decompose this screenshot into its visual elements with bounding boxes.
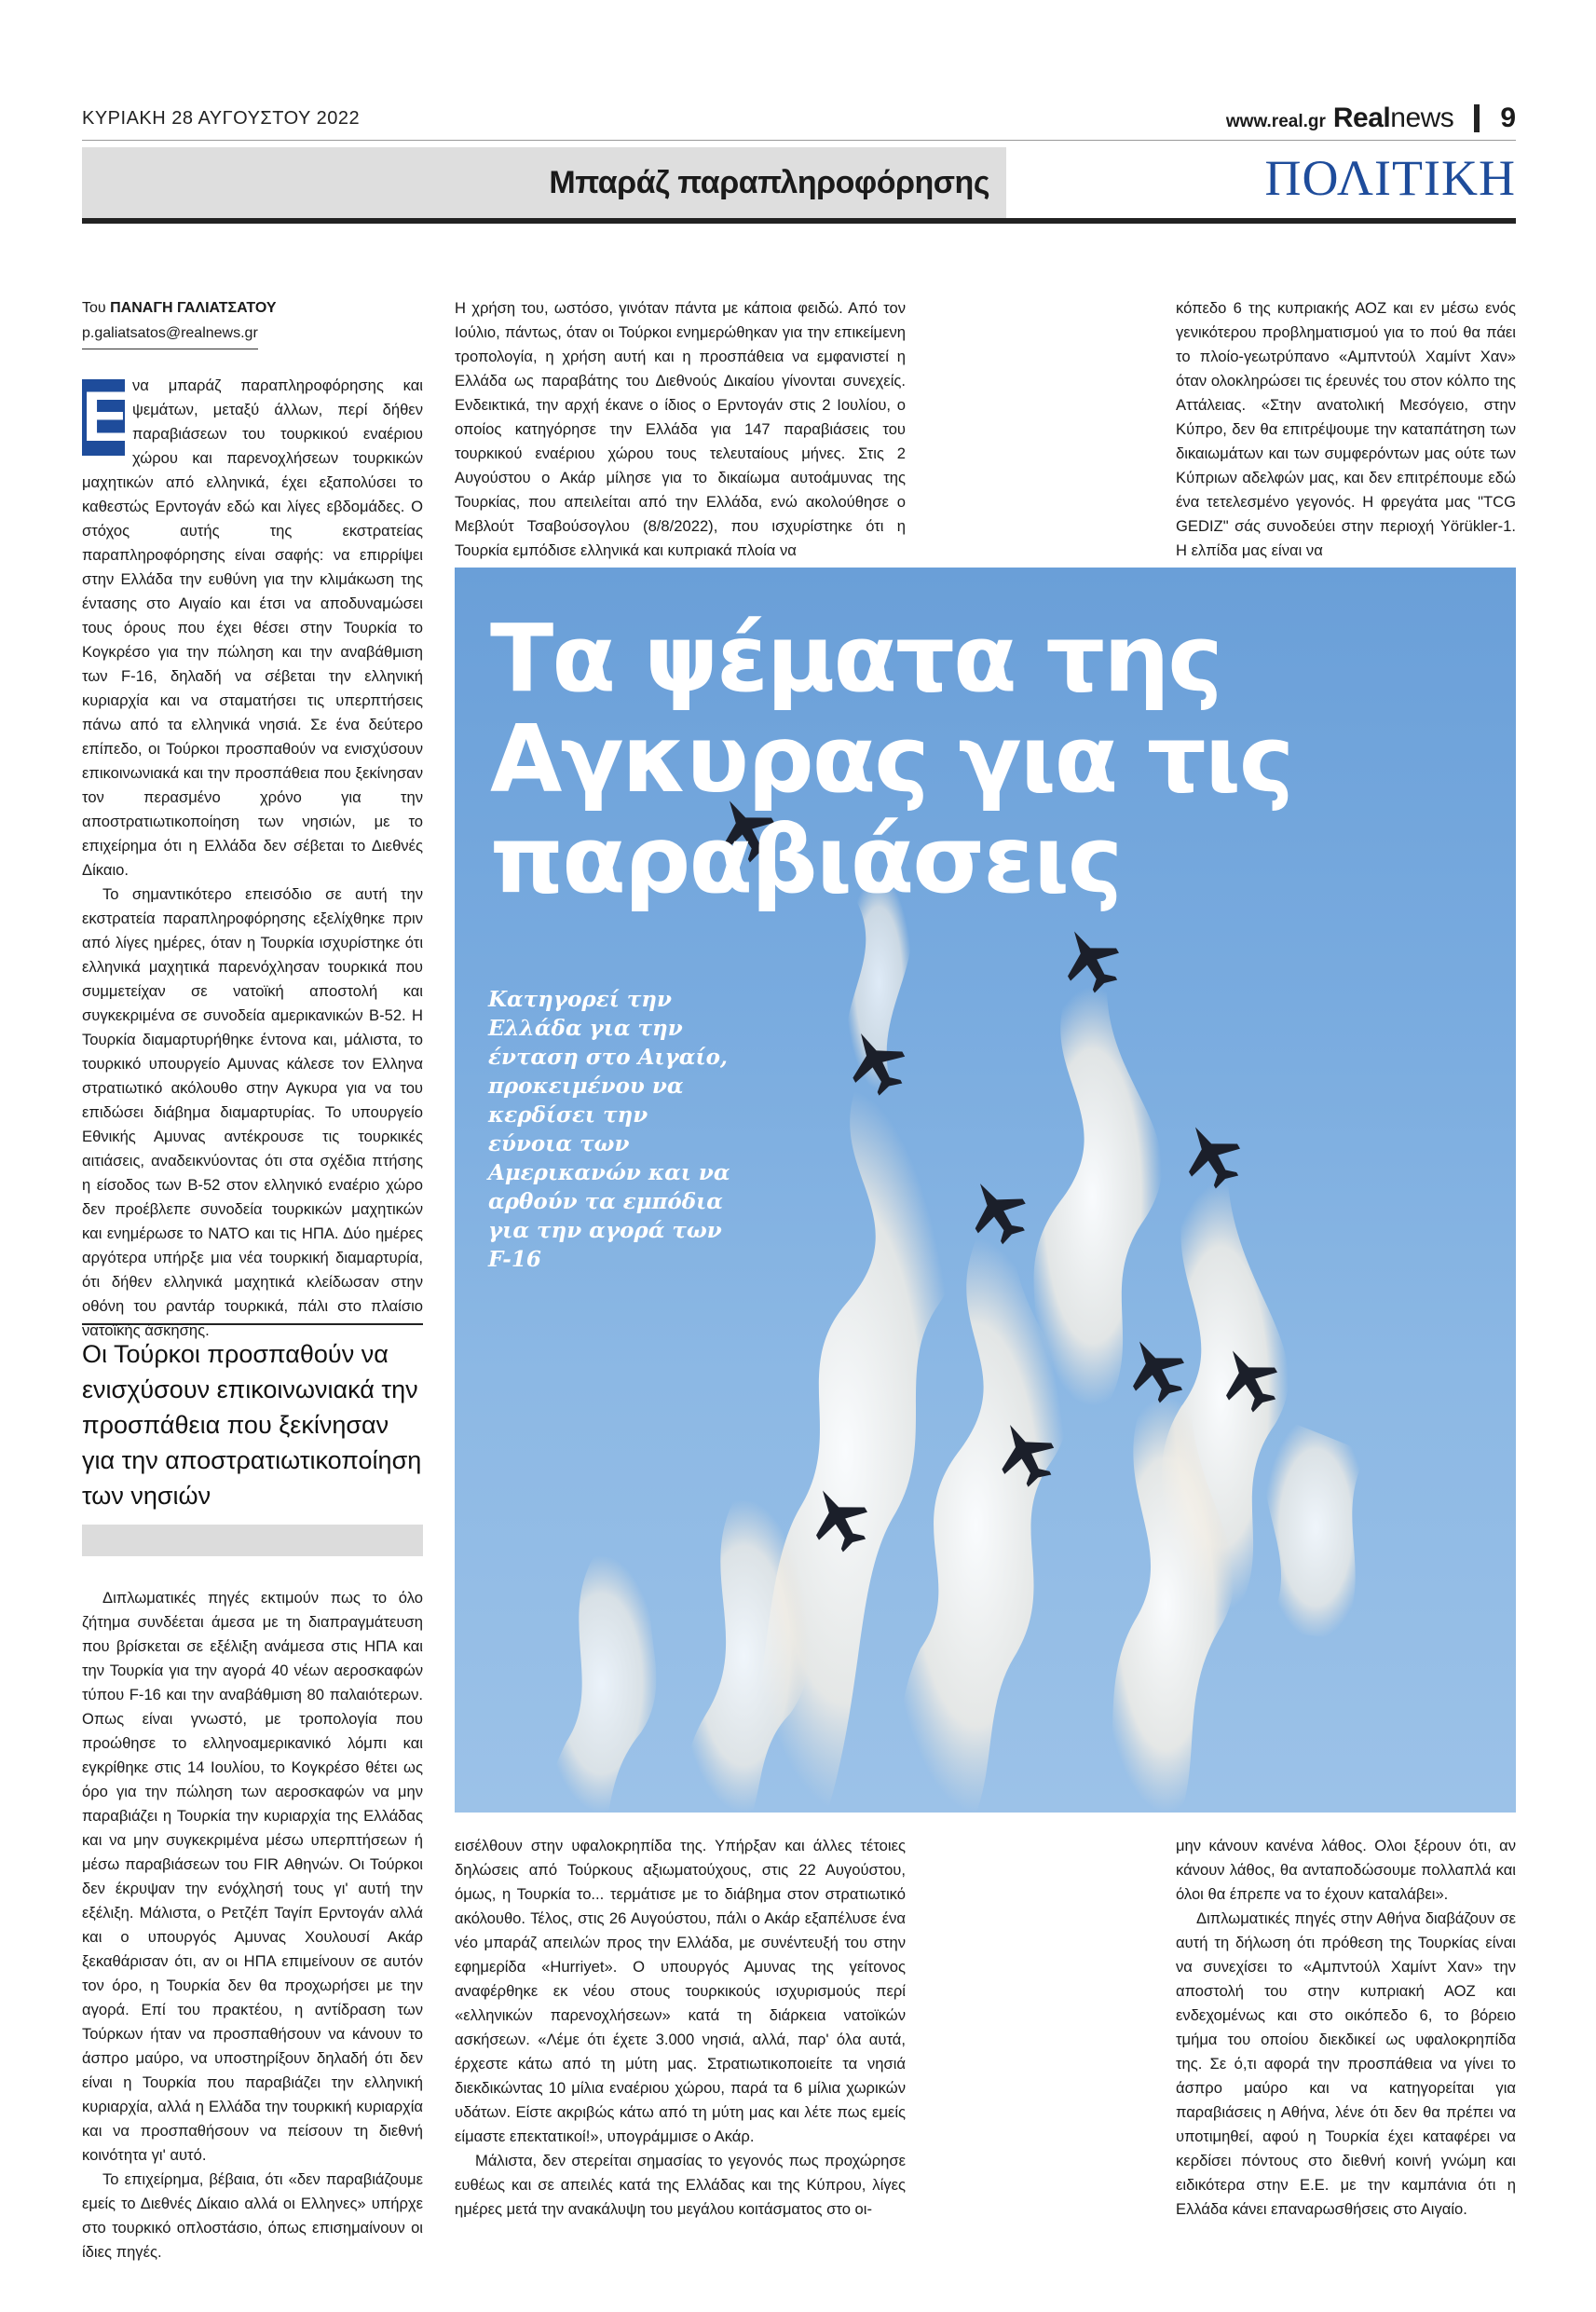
kicker-underline [82, 218, 1516, 224]
article-paragraph: Διπλωματικές πηγές στην Αθήνα διαβάζουν σε αυτή τη δήλωση ότι πρόθεση της Τουρκίας είναι να συνεχίσει το «Αμπντούλ Χαμίντ Χαν» την αποστολή του στην κυπριακή ΑΟΖ και ενδεχομένως και στο οικόπεδο 6, το βόρειο τμήμα του οποίου διεκδικεί ως υφαλοκρηπίδα της. Σε ό,τι αφορά την προσπάθεια να γίνει το άσπρο μαύρο και να κατηγορείται για παραβιάσεις η Αθήνα, λένε ότι δεν θα πρέπει να υποτιμηθεί, αφού η Τουρκία έχει καταφέρει να κερδίσει πόντους στο διεθνή κοινή γνώμη και ειδικότερα στην Ε.Ε. με την καμπάνια ότι η Ελλάδα κάνει επαναρωσθήσεις στο Αιγαίο. [1176, 1909, 1516, 2218]
article-paragraph: εισέλθουν στην υφαλοκρηπίδα της. Υπήρξαν και άλλες τέτοιες δηλώσεις από Τούρκους αξιωματούχους, στις 22 Αυγούστου, όμως, η Τουρκία το... τερμάτισε με το διάβημα στον στρατιωτικό ακόλουθο. Τέλος, στις 26 Αυγούστου, πάλι ο Ακάρ εξαπέλυσε ένα νέο μπαράζ απειλών προς την Ελλάδα, με συνέντευξή του στην εφημερίδα «Hurriyet». Ο υπουργός Αμυνας της γείτονος αναφέρθηκε εκ νέου στους τουρκικούς ισχυρισμούς περί «ελληνικών παρενοχλήσεων» κατά τη διάρκεια νατοϊκών ασκήσεων. «Λέμε ότι έχετε 3.000 νησιά, αλλά, παρ' όλα αυτά, έρχεστε κάτω από τη μύτη μας. Στρατιωτικοποιείτε τα νησιά διεκδικώντας 10 μίλια εναέριου χώρου, παρά τα 6 μίλια χωρικών υδάτων. Είστε ακριβώς κάτω από τη μύτη μας και λέτε πως εμείς είμαστε επεκτατικοί!», υπογράμμισε ο Ακάρ. [455, 1837, 906, 2145]
column-2-bottom [455, 1834, 906, 2222]
pull-quote-text: Οι Τούρκοι προσπαθούν να ενισχύσουν επικοινωνιακά την προσπάθεια που ξεκίνησαν για την αποστρατιωτικοποίηση των νησιών [82, 1340, 422, 1510]
brand-logo [1333, 103, 1453, 134]
brand-bold: Real [1332, 103, 1391, 133]
article-paragraph: Διπλωματικές πηγές εκτιμούν πως το όλο ζήτημα συνδέεται άμεσα με τη διαπραγμάτευση που βρίσκεται σε εξέλιξη ανάμεσα στις ΗΠΑ και την Τουρκία για την αγορά 40 νέων αεροσκαφών τύπου F-16 και την αναβάθμιση 80 παλαιότερων. Οπως είναι γνωστό, με τροπολογία που προώθησε το ελληνοαμερικανικό λόμπι και εγκρίθηκε στις 14 Ιουλίου, το Κογκρέσο θέτει ως όρο για την πώληση των αεροσκαφών να μην παραβιάζει η Τουρκία την κυριαρχία της Ελλάδας και να μην συγκεκριμένα μέσω υπερπτήσεων ή μέσω παραβιάσεων του FIR Αθηνών. Οι Τούρκοι δεν έκρυψαν την ενόχλησή τους γι' αυτή την εξέλιξη. Μάλιστα, ο Ρετζέπ Ταγίπ Ερντογάν αλλά και ο υπουργός Αμυνας Χουλουσί Ακάρ ξεκαθάρισαν ότι, αν οι ΗΠΑ επιμείνουν σε αυτόν τον όρο, η Τουρκία δεν θα προχωρήσει με την αγορά. Επί του πρακτέου, η αντίδραση των Τούρκων ήταν να προσπαθήσουν να κάνουν το άσπρο μαύρο, να υποστηρίξουν δηλαδή ότι δεν είναι η Τουρκία που παραβιάζει την ελληνική κυριαρχία, αλλά η Ελλάδα την τουρκική κυριαρχία και να προσπαθήσουν να πείσουν τη διεθνή κοινότητα γι' αυτό. [82, 1589, 423, 2164]
column-2-top [455, 296, 906, 563]
dropcap: Ε [82, 377, 130, 457]
article-paragraph: Το επιχείρημα, βέβαια, ότι «δεν παραβιάζουμε εμείς το Διεθνές Δίκαιο αλλά οι Ελληνες» υπήρχε στο τουρκικό οπλοστάσιο, όπως επισημαίνουν οι ίδιες πηγές. [82, 2170, 423, 2261]
column-1 [82, 296, 423, 1343]
column-1-lower [82, 1586, 423, 2264]
byline-author: ΠΑΝΑΓΗ ΓΑΛΙΑΤΣΑΤΟΥ [110, 300, 277, 316]
paragraph-text: να μπαράζ παραπληροφόρησης και ψεμάτων, μεταξύ άλλων, περί δήθεν παραβιάσεων του τουρκικού εναέριου χώρου και παρενοχλήσεων τουρκικών μαχητικών από ελληνικά, έχει εξαπολύσει το καθεστώς Ερντογάν εδώ και λίγες εβδομάδες. Ο στόχος αυτής της εκστρατείας παραπληροφόρησης είναι σαφής: να επιρρίψει στην Ελλάδα την ευθύνη για την κλιμάκωση της έντασης στο Αιγαίο και έτσι να αποδυναμώσει τους όρους που έχει θέσει στην Τουρκία το Κογκρέσο για την πώληση και την αναβάθμιση των F-16, δηλαδή να σέβεται την ελληνική κυριαρχία και να σταματήσει τις υπερπτήσεις πάνω από τα ελληνικά νησιά. Σε ένα δεύτερο επίπεδο, οι Τούρκοι προσπαθούν να ενισχύσουν επικοινωνιακά και την προσπάθεια που ξεκίνησαν τον περασμένο χρόνο για την αποστρατιωτικοποίηση των νησιών, με το επιχείρημα ότι η Ελλάδα δεν σέβεται το Διεθνές Δίκαιο. [82, 376, 423, 879]
article-paragraph: κόπεδο 6 της κυπριακής ΑΟΖ και εν μέσω ενός γενικότερου προβληματισμού για το πού θα πάει το πλοίο-γεωτρύπανο «Αμπντούλ Χαμίντ Χαν» όταν ολοκληρώσει τις έρευνές του στον κόλπο της Αττάλειας. «Στην ανατολική Μεσόγειο, στην Κύπρο, δεν θα επιτρέψουμε την καταπάτηση των δικαιωμάτων και των συμφερόντων μας ούτε των Κύπριων αδελφών μας, και δεν επιτρέπουμε εδώ ένα τετελεσμένο γεγονός. Η φρεγάτα μας "TCG GEDIZ" σάς συνοδεύει στην περιοχή Yörükler-1. Η ελπίδα μας είναι να [1176, 299, 1516, 559]
byline-prefix: Του [82, 300, 106, 316]
article-paragraph: μην κάνουν κανένα λάθος. Ολοι ξέρουν ότι, αν κάνουν λάθος, θα ανταποδώσουμε πολλαπλά και όλοι θα έπρεπε να το έχουν καταλάβει». [1176, 1837, 1516, 1903]
article-paragraph: Μάλιστα, δεν στερείται σημασίας το γεγονός πως προχώρησε ευθέως και σε απειλές κατά της Ελλάδας και της Κύπρου, λίγες ημέρες μετά την ανακάλυψη του μεγάλου κοιτάσματος στο οι- [455, 2152, 906, 2218]
article-paragraph: Η χρήση του, ωστόσο, γινόταν πάντα με κάποια φειδώ. Από τον Ιούλιο, πάντως, όταν οι Τούρκοι ενημερώθηκαν για την επικείμενη τροπολογία, η χρήση αυτή και η προσπάθεια να εμφανιστεί η Ελλάδα ως παραβάτης του Διεθνούς Δικαίου γίνονται συνεχείς. Ενδεικτικά, την αρχή έκανε ο ίδιος ο Ερντογάν στις 2 Ιουλίου, ο οποίος κατηγόρησε την Ελλάδα για 147 παραβιάσεις του τουρκικού εναέριου χώρου τους τελευταίους μήνες. Στις 2 Αυγούστου ο Ακάρ μίλησε για το δικαίωμα αυτοάμυνας της Τουρκίας, που απειλείται από την Ελλάδα, ενώ ακολούθησε ο Μεβλούτ Τσαβούσογλου (8/8/2022), που ισχυρίστηκε ότι η Τουρκία εμπόδισε ελληνικά και κυπριακά πλοία να [455, 299, 906, 559]
byline [82, 296, 423, 321]
article-paragraph: Το σημαντικότερο επεισόδιο σε αυτή την εκστρατεία παραπληροφόρησης εξελίχθηκε πριν από λίγες ημέρες, όταν η Τουρκία ισχυρίστηκε ότι ελληνικά μαχητικά παρενόχλησαν τουρκικά που συμμετείχαν σε νατοϊκή αποστολή και συγκεκριμένα σε συνοδεία αμερικανικών B-52. Η Τουρκία διαμαρτυρήθηκε έντονα και, μάλιστα, το τουρκικό υπουργείο Αμυνας κάλεσε τον Ελληνα στρατιωτικό ακόλουθο στην Αγκυρα για να του επιδώσει διάβημα διαμαρτυρίας. Το υπουργείο Εθνικής Αμυνας αντέκρουσε τις τουρκικές αιτιάσεις, αναδεικνύοντας ότι στα σχέδια πτήσης η είσοδος των B-52 στον ελληνικό εναέριο χώρο δεν προέβλεπε συνοδεία τουρκικών μαχητικών και ενημέρωσε το ΝΑΤΟ και τις ΗΠΑ. Δύο ημέρες αργότερα υπήρξε μια νέα τουρκική διαμαρτυρία, ότι δήθεν ελληνικά μαχητικά κλείδωσαν στην οθόνη του ραντάρ τουρκικά, πάλι στο πλαίσιο νατοϊκής άσκησης. [82, 885, 423, 1339]
article-kicker: Μπαράζ παραπληροφόρησης [549, 164, 989, 200]
deck: Κατηγορεί την Ελλάδα για την ένταση στο Αιγαίο, προκειμένου να κερδίσει την εύνοια των Αμερικανών και να αρθούν τα εμπόδια για την αγορά των F-16 [488, 987, 730, 1272]
masthead [1226, 103, 1516, 134]
hero-photo [455, 568, 1516, 1813]
pull-quote-bar [82, 1525, 423, 1556]
section-label: ΠΟΛΙΤΙΚΗ [1264, 150, 1516, 206]
site-url[interactable]: www.real.gr [1225, 112, 1326, 131]
page-number: 9 [1500, 103, 1516, 133]
author-email[interactable]: p.galiatsatos@realnews.gr [82, 321, 258, 349]
column-3-bottom [1176, 1834, 1516, 2222]
pull-quote [82, 1323, 423, 1513]
header-divider [1474, 104, 1480, 132]
brand-light: news [1390, 103, 1454, 133]
issue-date: ΚΥΡΙΑΚΗ 28 ΑΥΓΟΥΣΤΟΥ 2022 [82, 108, 361, 129]
column-3-top [1176, 296, 1516, 563]
article-paragraph [82, 374, 423, 882]
headline: Τα ψέματα της Αγκυρας για τις παραβιάσεις [490, 604, 1293, 914]
header-rule [82, 140, 1516, 141]
